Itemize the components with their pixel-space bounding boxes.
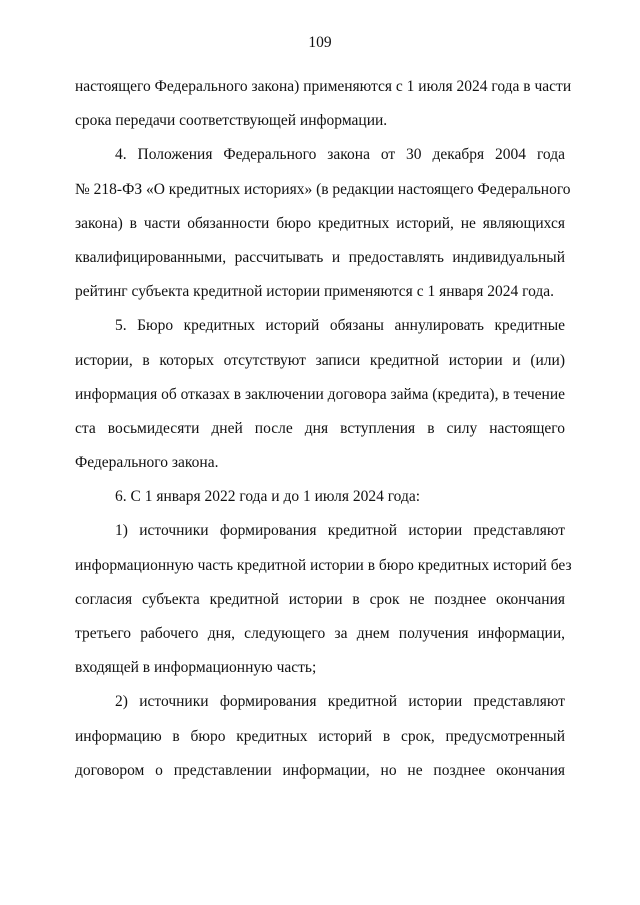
- text-line: информация об отказах в заключении договора займа (кредита), в течение: [75, 385, 565, 403]
- document-body: [75, 70, 572, 788]
- text-line: договором о представлении информации, но не позднее окончания: [75, 761, 565, 779]
- text-line: ста восьмидесяти дней после дня вступления в силу настоящего: [75, 419, 565, 437]
- list-item-2: [75, 685, 565, 788]
- text-line: входящей в информационную часть;: [75, 659, 317, 677]
- text-line: 5. Бюро кредитных историй обязаны аннулировать кредитные: [115, 317, 565, 335]
- text-line: третьего рабочего дня, следующего за днем получения информации,: [75, 625, 565, 642]
- text-line: квалифицированными, рассчитывать и предоставлять индивидуальный: [75, 248, 565, 266]
- text-line: 6. С 1 января 2022 года и до 1 июля 2024 года:: [115, 488, 421, 506]
- text-line: рейтинг субъекта кредитной истории применяются с 1 января 2024 года.: [75, 283, 555, 301]
- text-line: информацию в бюро кредитных историй в срок, предусмотренный: [75, 727, 565, 745]
- paragraph-4: [75, 138, 571, 309]
- text-line: настоящего Федерального закона) применяются с 1 июля 2024 года в части: [75, 78, 572, 95]
- text-line: 4. Положения Федерального закона от 30 декабря 2004 года: [115, 146, 565, 164]
- list-item-1: [75, 514, 572, 685]
- paragraph-6: [75, 480, 565, 514]
- paragraph-continuation: [75, 70, 572, 138]
- text-line: истории, в которых отсутствуют записи кредитной истории и (или): [75, 351, 565, 369]
- text-line: информационную часть кредитной истории в бюро кредитных историй без: [75, 556, 572, 574]
- text-line: срока передачи соответствующей информации.: [75, 112, 388, 130]
- page-number: 109: [308, 34, 332, 51]
- text-line: 2) источники формирования кредитной истории представляют: [115, 693, 565, 711]
- paragraph-5: [75, 309, 565, 480]
- text-line: Федерального закона.: [75, 454, 219, 472]
- text-line: согласия субъекта кредитной истории в срок не позднее окончания: [75, 590, 565, 608]
- text-line: № 218-ФЗ «О кредитных историях» (в редакции настоящего Федерального: [75, 180, 571, 198]
- text-line: закона) в части обязанности бюро кредитных историй, не являющихся: [75, 214, 565, 232]
- text-line: 1) источники формирования кредитной истории представляют: [115, 522, 565, 540]
